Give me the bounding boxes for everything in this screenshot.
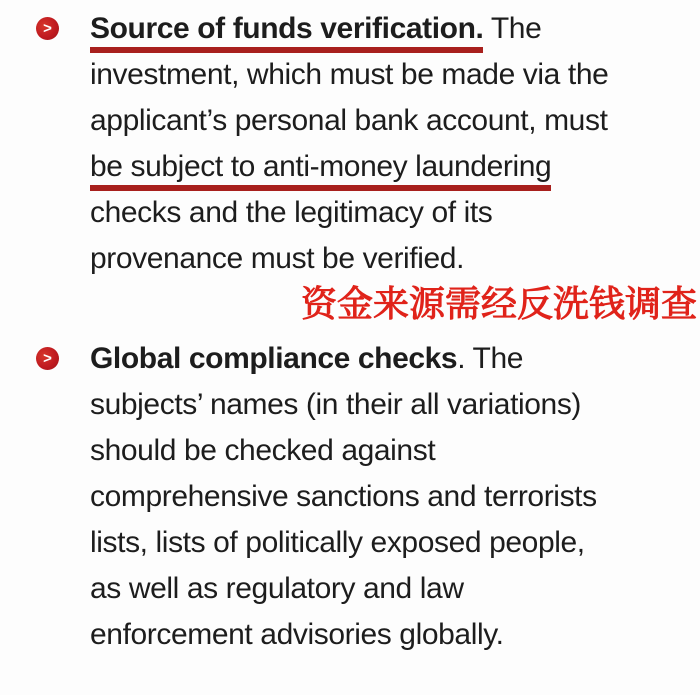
bold-heading-phrase: Global compliance checks [90, 342, 458, 375]
bullet-item-text [90, 336, 700, 658]
lead-continuation: . The [457, 342, 524, 375]
bullet-item-source-of-funds [36, 6, 700, 326]
text-line: checks and the legitimacy of its [90, 196, 493, 229]
bullet-column [36, 336, 90, 370]
chinese-annotation: 资金来源需经反洗钱调查 [300, 283, 697, 324]
text-line: comprehensive sanctions and terrorists [90, 480, 597, 513]
text-line: applicant’s personal bank account, must [90, 104, 608, 137]
chevron-right-circle-icon: > [36, 17, 59, 40]
text-line: investment, which must be made via the [90, 58, 609, 91]
text-line [90, 336, 700, 382]
text-line [90, 144, 700, 190]
text-line [90, 6, 700, 52]
text-line: enforcement advisories globally. [90, 618, 504, 651]
text-line: as well as regulatory and law [90, 572, 464, 605]
underlined-heading-phrase: Source of funds verification. [90, 12, 483, 53]
text-line: should be checked against [90, 434, 436, 467]
bullet-column [36, 6, 90, 40]
text-line: subjects’ names (in their all variations) [90, 388, 582, 421]
text-line: lists, lists of politically exposed people, [90, 526, 585, 559]
bullet-item-global-compliance [36, 336, 700, 658]
lead-continuation: The [483, 12, 542, 45]
text-line: provenance must be verified. [90, 242, 465, 275]
underlined-phrase: be subject to anti-money laundering [90, 150, 551, 191]
chevron-right-circle-icon: > [36, 347, 59, 370]
bullet-item-text [90, 6, 700, 326]
